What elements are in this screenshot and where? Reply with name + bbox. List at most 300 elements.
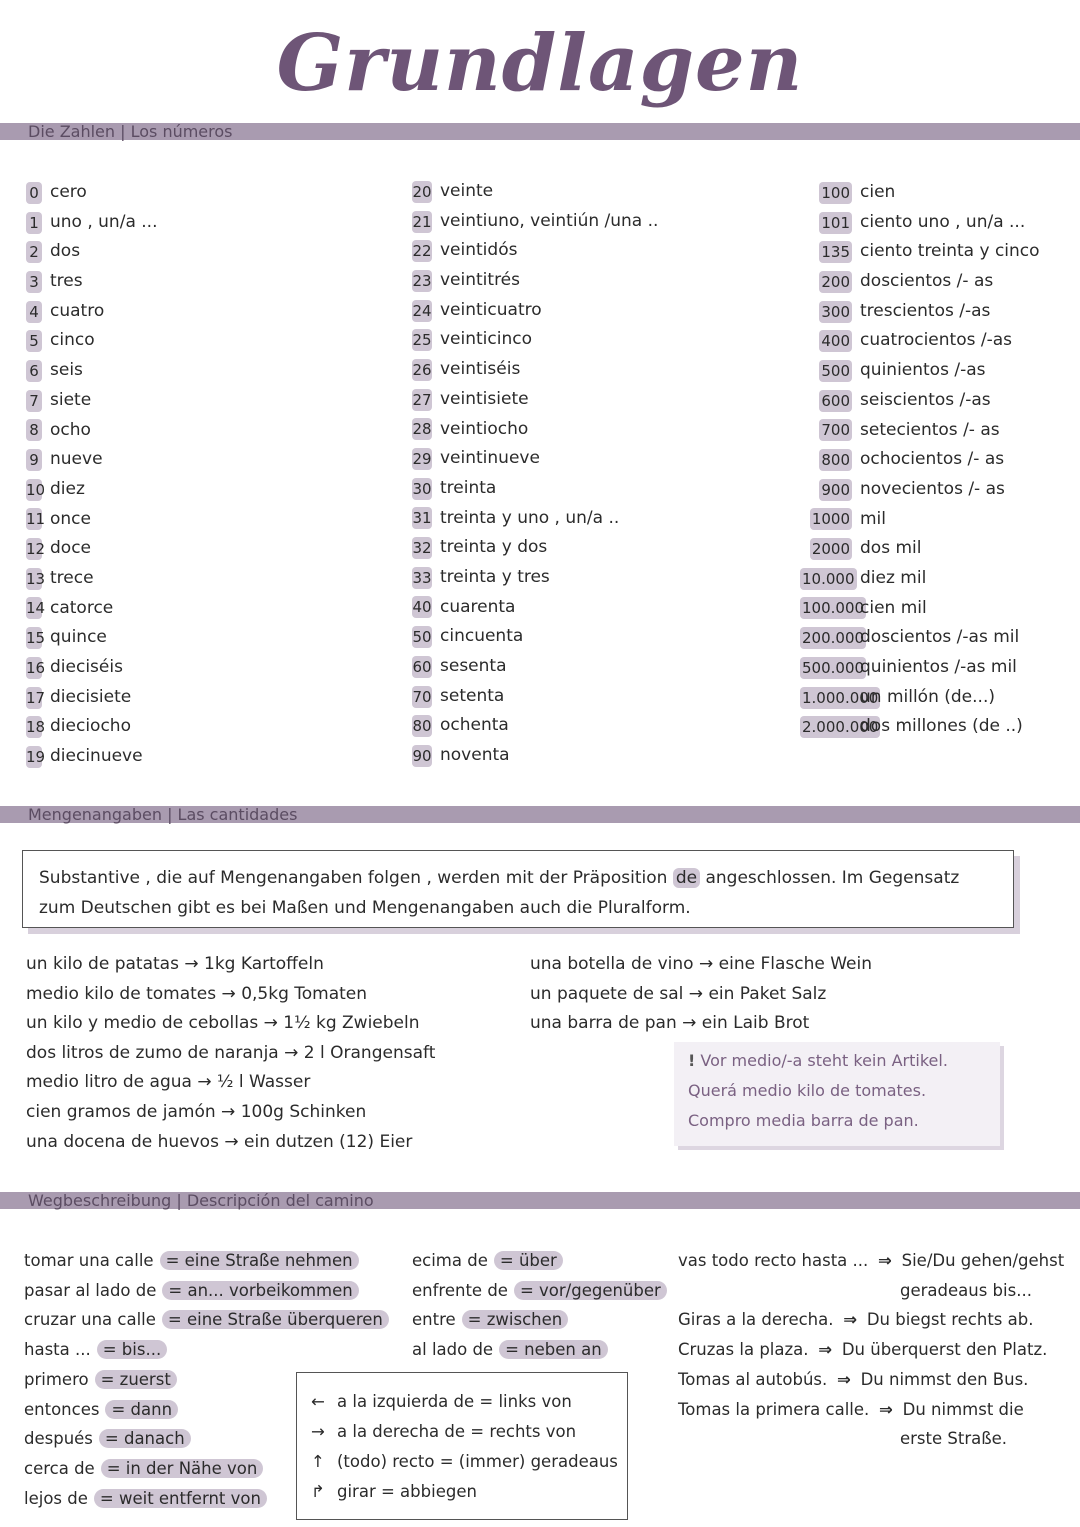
double-arrow-icon: ⇒ bbox=[872, 1251, 898, 1270]
number-word: quinientos /-as mil bbox=[860, 657, 1017, 677]
direction-de: = dann bbox=[105, 1400, 178, 1419]
number-digit: 21 bbox=[412, 212, 432, 231]
arrow-icon: → bbox=[218, 1131, 245, 1152]
number-digit: 18 bbox=[26, 718, 46, 737]
note-line-2: Querá medio kilo de tomates. bbox=[688, 1081, 927, 1100]
note-line-3: Compro media barra de pan. bbox=[688, 1111, 919, 1130]
direction-es: enfrente de bbox=[412, 1280, 508, 1300]
phrase-de: erste Straße. bbox=[900, 1429, 1008, 1449]
quantity-de: 1kg Kartoffeln bbox=[204, 954, 324, 974]
arrow-icon: → bbox=[215, 1102, 241, 1122]
number-digit: 6 bbox=[26, 360, 42, 382]
double-arrow-icon: ⇒ bbox=[812, 1340, 838, 1360]
number-row bbox=[26, 326, 386, 356]
direction-de: = weit entfernt von bbox=[94, 1489, 267, 1508]
direction-arrows-box bbox=[296, 1372, 628, 1520]
direction-phrase bbox=[678, 1307, 1033, 1333]
direction-de: = abbiegen bbox=[380, 1482, 477, 1501]
number-row bbox=[412, 385, 812, 415]
number-row bbox=[800, 326, 1070, 356]
direction-es: pasar al lado de bbox=[24, 1280, 157, 1300]
number-digit: 25 bbox=[412, 331, 432, 350]
direction-es: entre bbox=[412, 1310, 456, 1330]
number-digit: 800 bbox=[821, 451, 850, 470]
direction-de: = (immer) geradeaus bbox=[439, 1452, 618, 1471]
number-word: diecinueve bbox=[50, 746, 143, 767]
quantity-es: una barra de pan bbox=[530, 1013, 677, 1034]
number-row bbox=[26, 356, 386, 386]
number-digit: 30 bbox=[412, 479, 432, 498]
number-word: doscientos /-as mil bbox=[860, 627, 1020, 648]
quantity-example bbox=[26, 951, 324, 977]
arrow-icon: → bbox=[683, 983, 709, 1004]
phrase-es: Tomas la primera calle. bbox=[678, 1399, 870, 1419]
number-digit: 7 bbox=[26, 390, 42, 412]
number-row bbox=[26, 742, 386, 772]
number-row bbox=[800, 356, 1070, 386]
number-word: diez bbox=[50, 478, 85, 499]
phrase-es: Giras a la derecha. bbox=[678, 1310, 834, 1330]
number-digit: 33 bbox=[412, 568, 432, 587]
number-digit: 600 bbox=[821, 391, 850, 410]
number-word: cuatrocientos /-as bbox=[860, 330, 1012, 351]
number-word: dieciocho bbox=[50, 716, 131, 737]
number-word: dos mil bbox=[860, 538, 922, 559]
number-word: un millón (de...) bbox=[860, 686, 995, 707]
quantity-de: ein dutzen (12) Eier bbox=[244, 1131, 413, 1152]
phrase-de: Du biegst rechts ab. bbox=[866, 1310, 1034, 1330]
number-row bbox=[800, 267, 1070, 297]
phrase-de: Du nimmst den Bus. bbox=[860, 1369, 1029, 1389]
number-digit: 200 bbox=[821, 272, 850, 291]
number-word: cien bbox=[860, 182, 896, 202]
number-digit: 200.000 bbox=[802, 629, 865, 648]
direction-de: = neben an bbox=[499, 1340, 608, 1359]
number-digit: 300 bbox=[821, 302, 850, 321]
number-digit: 80 bbox=[412, 717, 432, 736]
arrow-icon: → bbox=[676, 1013, 702, 1034]
number-row bbox=[26, 653, 386, 683]
direction-es: a la izquierda de bbox=[337, 1392, 480, 1411]
direction-de: = bis... bbox=[97, 1340, 167, 1359]
number-digit: 3 bbox=[26, 271, 42, 293]
quantity-example bbox=[530, 951, 872, 977]
number-row bbox=[800, 505, 1070, 535]
quantity-example bbox=[26, 981, 367, 1007]
page-title: Grundlagen bbox=[276, 18, 804, 109]
number-row bbox=[412, 741, 812, 771]
number-word: tres bbox=[50, 271, 83, 292]
number-digit: 27 bbox=[412, 390, 432, 409]
number-row bbox=[412, 325, 812, 355]
number-word: cuarenta bbox=[440, 596, 516, 617]
direction-term bbox=[24, 1337, 167, 1363]
number-digit: 100.000 bbox=[802, 599, 865, 618]
direction-arrow-row bbox=[297, 1417, 627, 1447]
direction-arrow-icon: ↱ bbox=[311, 1482, 325, 1501]
direction-de: = rechts von bbox=[470, 1422, 577, 1441]
direction-de: = danach bbox=[99, 1429, 191, 1448]
number-row bbox=[26, 623, 386, 653]
direction-de: = vor/gegenüber bbox=[514, 1281, 667, 1300]
direction-term bbox=[24, 1278, 359, 1304]
direction-de: = über bbox=[494, 1251, 563, 1270]
number-word: diecisiete bbox=[50, 686, 132, 707]
number-digit: 2.000.000 bbox=[802, 718, 879, 737]
number-digit: 500.000 bbox=[802, 658, 865, 677]
number-row bbox=[800, 712, 1070, 742]
number-digit: 60 bbox=[412, 657, 432, 676]
quantity-example bbox=[26, 1069, 310, 1095]
number-word: dieciséis bbox=[50, 657, 123, 677]
number-word: veintidós bbox=[440, 240, 518, 261]
number-word: dos millones (de ..) bbox=[860, 716, 1023, 737]
number-word: veinticinco bbox=[440, 329, 532, 350]
number-digit-wrap bbox=[800, 476, 852, 506]
direction-arrow-row bbox=[297, 1477, 627, 1507]
direction-term bbox=[24, 1248, 359, 1274]
number-digit: 23 bbox=[412, 271, 432, 290]
number-word: diez mil bbox=[860, 567, 927, 588]
number-word: seiscientos /-as bbox=[860, 389, 991, 410]
number-row bbox=[800, 208, 1070, 238]
number-row bbox=[26, 505, 386, 535]
quantity-de: 0,5kg Tomaten bbox=[241, 983, 368, 1004]
direction-es: girar bbox=[337, 1482, 381, 1501]
quantity-es: medio kilo de tomates bbox=[26, 983, 217, 1004]
direction-es: después bbox=[24, 1429, 93, 1449]
direction-es: lejos de bbox=[24, 1488, 88, 1508]
number-row bbox=[26, 297, 386, 327]
double-arrow-icon: ⇒ bbox=[873, 1399, 899, 1419]
quantity-es: medio litro de agua bbox=[26, 1072, 192, 1093]
direction-es: cerca de bbox=[24, 1458, 95, 1478]
number-row bbox=[412, 682, 812, 712]
quantity-de: ein Paket Salz bbox=[708, 983, 827, 1004]
number-row bbox=[412, 266, 812, 296]
quantity-de: ein Laib Brot bbox=[701, 1013, 810, 1034]
section-title-quantities: Mengenangaben | Las cantidades bbox=[28, 805, 298, 824]
number-digit: 10 bbox=[26, 480, 46, 499]
number-word: uno , un/a ... bbox=[50, 211, 158, 232]
number-word: treinta y tres bbox=[440, 566, 550, 587]
number-word: cien mil bbox=[860, 597, 927, 618]
number-word: treinta y uno , un/a .. bbox=[440, 507, 620, 528]
number-digit: 400 bbox=[821, 332, 850, 351]
number-digit: 40 bbox=[412, 598, 432, 617]
direction-es: (todo) recto bbox=[337, 1452, 440, 1471]
direction-term bbox=[24, 1426, 191, 1452]
arrow-icon: → bbox=[191, 1072, 217, 1093]
number-word: veintitrés bbox=[440, 270, 521, 291]
arrow-icon: → bbox=[178, 954, 204, 974]
quantity-example bbox=[26, 1129, 412, 1155]
number-word: cuatro bbox=[50, 300, 105, 321]
number-row bbox=[412, 622, 812, 652]
number-row bbox=[26, 237, 386, 267]
number-word: veinte bbox=[440, 181, 494, 201]
number-row bbox=[800, 653, 1070, 683]
number-word: quinientos /-as bbox=[860, 360, 986, 381]
number-word: quince bbox=[50, 627, 107, 648]
double-arrow-icon: ⇒ bbox=[831, 1369, 857, 1389]
number-digit: 1000 bbox=[811, 510, 850, 529]
number-digit-wrap bbox=[800, 505, 852, 535]
number-word: trescientos /-as bbox=[860, 300, 991, 321]
number-word: treinta y dos bbox=[440, 537, 548, 558]
number-row bbox=[26, 178, 386, 208]
quantity-example bbox=[530, 981, 826, 1007]
number-word: ochocientos /- as bbox=[860, 449, 1005, 470]
numbers-column-0-19 bbox=[26, 178, 386, 772]
direction-arrow-row bbox=[297, 1447, 627, 1477]
number-row bbox=[800, 623, 1070, 653]
quantity-es: un paquete de sal bbox=[530, 983, 684, 1004]
direction-es: a la derecha de bbox=[337, 1422, 471, 1441]
number-word: sesenta bbox=[440, 656, 507, 676]
direction-es: hasta ... bbox=[24, 1340, 91, 1360]
number-row bbox=[26, 475, 386, 505]
quantity-example bbox=[530, 1010, 809, 1036]
quantity-es: un kilo y medio de cebollas bbox=[26, 1013, 259, 1034]
direction-de: = eine Straße überqueren bbox=[162, 1310, 389, 1329]
note-line-1: Vor medio/-a steht kein Artikel. bbox=[700, 1051, 948, 1070]
number-word: veintisiete bbox=[440, 388, 529, 409]
number-word: veintiuno, veintiún /una .. bbox=[440, 210, 659, 231]
number-row bbox=[412, 504, 812, 534]
number-digit: 10.000 bbox=[802, 569, 855, 588]
number-digit: 90 bbox=[412, 746, 432, 765]
number-digit-wrap bbox=[800, 654, 865, 684]
number-row bbox=[800, 564, 1070, 594]
quantity-de: eine Flasche Wein bbox=[718, 954, 872, 974]
number-row bbox=[412, 533, 812, 563]
direction-arrow-icon: ↑ bbox=[311, 1452, 325, 1471]
arrow-icon: → bbox=[216, 983, 242, 1004]
phrase-es: Tomas al autobús. bbox=[678, 1369, 828, 1389]
quantity-example bbox=[26, 1099, 366, 1125]
number-digit: 900 bbox=[821, 480, 850, 499]
phrase-es: Cruzas la plaza. bbox=[678, 1340, 809, 1360]
arrow-icon: → bbox=[693, 954, 719, 974]
numbers-column-100-plus bbox=[800, 178, 1070, 742]
number-digit: 700 bbox=[821, 421, 850, 440]
number-word: trece bbox=[50, 567, 94, 588]
number-digit-wrap bbox=[800, 624, 865, 654]
number-digit: 26 bbox=[412, 360, 432, 379]
number-row bbox=[800, 416, 1070, 446]
number-row bbox=[26, 594, 386, 624]
number-row bbox=[26, 534, 386, 564]
section-title-numbers: Die Zahlen | Los números bbox=[28, 122, 233, 141]
number-digit: 24 bbox=[412, 301, 432, 320]
number-word: veintinueve bbox=[440, 448, 540, 469]
number-digit: 20 bbox=[412, 182, 432, 201]
quantity-example bbox=[26, 1010, 420, 1036]
direction-arrow-icon: → bbox=[311, 1422, 325, 1441]
number-digit-wrap bbox=[800, 268, 852, 298]
number-digit-wrap bbox=[800, 298, 852, 328]
direction-phrase bbox=[678, 1248, 1064, 1274]
quantity-example bbox=[26, 1040, 435, 1066]
number-row bbox=[412, 711, 812, 741]
direction-term bbox=[412, 1278, 667, 1304]
number-word: cincuenta bbox=[440, 626, 524, 647]
number-digit: 4 bbox=[26, 301, 42, 323]
number-row bbox=[412, 652, 812, 682]
number-digit: 135 bbox=[821, 243, 850, 262]
number-word: doce bbox=[50, 538, 91, 559]
number-digit: 13 bbox=[26, 569, 46, 588]
number-digit-wrap bbox=[800, 179, 852, 209]
direction-es: entonces bbox=[24, 1399, 100, 1419]
direction-de: = links von bbox=[479, 1392, 572, 1411]
number-digit: 100 bbox=[821, 183, 850, 202]
number-row bbox=[800, 683, 1070, 713]
number-word: doscientos /- as bbox=[860, 271, 994, 292]
quantity-de: 1½ kg Zwiebeln bbox=[283, 1013, 420, 1034]
number-row bbox=[800, 386, 1070, 416]
number-word: noventa bbox=[440, 745, 510, 766]
number-digit-wrap bbox=[800, 713, 879, 743]
number-row bbox=[800, 237, 1070, 267]
note-box bbox=[674, 1042, 1000, 1146]
arrow-icon: → bbox=[278, 1042, 304, 1063]
direction-es: primero bbox=[24, 1369, 89, 1389]
number-digit-wrap bbox=[800, 238, 852, 268]
number-row bbox=[26, 208, 386, 238]
number-word: treinta bbox=[440, 477, 497, 498]
number-word: veintiocho bbox=[440, 418, 529, 439]
number-digit: 28 bbox=[412, 420, 432, 439]
number-word: cero bbox=[50, 182, 87, 202]
number-row bbox=[800, 594, 1070, 624]
number-row bbox=[26, 564, 386, 594]
arrow-icon: → bbox=[258, 1013, 284, 1034]
direction-arrow-icon: ← bbox=[311, 1392, 325, 1411]
number-digit: 11 bbox=[26, 510, 46, 529]
number-word: novecientos /- as bbox=[860, 478, 1005, 499]
number-word: veinticuatro bbox=[440, 299, 542, 320]
number-digit: 32 bbox=[412, 539, 432, 558]
direction-phrase bbox=[678, 1397, 1024, 1423]
number-row bbox=[412, 444, 812, 474]
number-digit: 31 bbox=[412, 509, 432, 528]
number-word: once bbox=[50, 508, 91, 529]
number-row bbox=[412, 207, 812, 237]
number-row bbox=[26, 386, 386, 416]
number-row bbox=[412, 593, 812, 623]
number-row bbox=[26, 416, 386, 446]
direction-phrase bbox=[678, 1337, 1047, 1363]
direction-term bbox=[24, 1397, 178, 1423]
number-row bbox=[412, 415, 812, 445]
number-digit: 9 bbox=[26, 449, 42, 471]
direction-term bbox=[24, 1486, 267, 1512]
direction-term bbox=[24, 1456, 263, 1482]
number-digit: 500 bbox=[821, 361, 850, 380]
number-word: nueve bbox=[50, 449, 103, 470]
number-row bbox=[800, 534, 1070, 564]
phrase-de: Du überquerst den Platz. bbox=[841, 1340, 1048, 1360]
number-word: ochenta bbox=[440, 715, 509, 736]
number-digit-wrap bbox=[800, 416, 852, 446]
quantity-de: ½ l Wasser bbox=[217, 1072, 311, 1093]
direction-term bbox=[412, 1248, 563, 1274]
direction-es: cruzar una calle bbox=[24, 1310, 156, 1330]
quantity-es: una docena de huevos bbox=[26, 1131, 219, 1152]
rule-highlight-de: de bbox=[673, 868, 700, 888]
number-digit: 15 bbox=[26, 629, 46, 648]
number-word: veintiséis bbox=[440, 359, 521, 380]
quantities-rule-box bbox=[22, 850, 1014, 928]
number-word: mil bbox=[860, 508, 887, 529]
direction-phrase bbox=[900, 1278, 1032, 1304]
number-row bbox=[412, 474, 812, 504]
quantity-es: cien gramos de jamón bbox=[26, 1102, 216, 1122]
number-row bbox=[800, 445, 1070, 475]
number-row bbox=[412, 177, 812, 207]
direction-es: tomar una calle bbox=[24, 1251, 154, 1270]
quantity-de: 2 l Orangensaft bbox=[303, 1042, 436, 1063]
direction-arrow-row bbox=[297, 1387, 627, 1417]
number-digit: 16 bbox=[26, 658, 46, 677]
number-digit-wrap bbox=[800, 327, 852, 357]
number-digit-wrap bbox=[800, 357, 852, 387]
number-digit: 17 bbox=[26, 688, 46, 707]
number-digit: 50 bbox=[412, 628, 432, 647]
number-digit-wrap bbox=[800, 387, 852, 417]
number-row bbox=[26, 712, 386, 742]
direction-de: = an... vorbeikommen bbox=[162, 1281, 358, 1300]
phrase-de: geradeaus bis... bbox=[900, 1280, 1032, 1300]
number-word: ciento uno , un/a ... bbox=[860, 211, 1026, 232]
number-word: ocho bbox=[50, 419, 91, 440]
number-digit-wrap bbox=[800, 446, 852, 476]
number-digit-wrap bbox=[800, 209, 852, 239]
number-row bbox=[26, 267, 386, 297]
number-digit-wrap bbox=[800, 594, 865, 624]
rule-text-part2: angeschlossen. Im Gegensatz zum Deutschen gibt es bei Maßen und Mengenangaben auch die Pluralform. bbox=[39, 868, 960, 918]
quantity-es: un kilo de patatas bbox=[26, 954, 179, 974]
section-title-directions: Wegbeschreibung | Descripción del camino bbox=[28, 1191, 374, 1210]
quantity-es: dos litros de zumo de naranja bbox=[26, 1042, 279, 1063]
number-digit-wrap bbox=[800, 684, 879, 714]
direction-term bbox=[412, 1337, 608, 1363]
rule-text-part1: Substantive , die auf Mengenangaben folgen , werden mit der Präposition bbox=[39, 868, 668, 888]
number-digit: 5 bbox=[26, 330, 42, 352]
number-digit-wrap bbox=[800, 535, 852, 565]
number-digit: 2 bbox=[26, 241, 42, 263]
quantity-de: 100g Schinken bbox=[240, 1102, 367, 1122]
number-digit: 2000 bbox=[811, 540, 850, 559]
direction-phrase bbox=[678, 1367, 1028, 1393]
number-digit-wrap bbox=[800, 565, 855, 595]
phrase-de: Sie/Du gehen/gehst bbox=[901, 1251, 1065, 1270]
number-word: ciento treinta y cinco bbox=[860, 241, 1040, 262]
double-arrow-icon: ⇒ bbox=[837, 1310, 863, 1330]
direction-es: al lado de bbox=[412, 1340, 494, 1360]
number-row bbox=[800, 297, 1070, 327]
number-word: siete bbox=[50, 389, 92, 410]
number-row bbox=[800, 178, 1070, 208]
number-row bbox=[412, 296, 812, 326]
direction-es: ecima de bbox=[412, 1251, 488, 1270]
number-row bbox=[26, 445, 386, 475]
direction-term bbox=[24, 1307, 389, 1333]
number-digit: 1.000.000 bbox=[802, 688, 879, 707]
exclamation-icon: ! bbox=[688, 1051, 696, 1070]
